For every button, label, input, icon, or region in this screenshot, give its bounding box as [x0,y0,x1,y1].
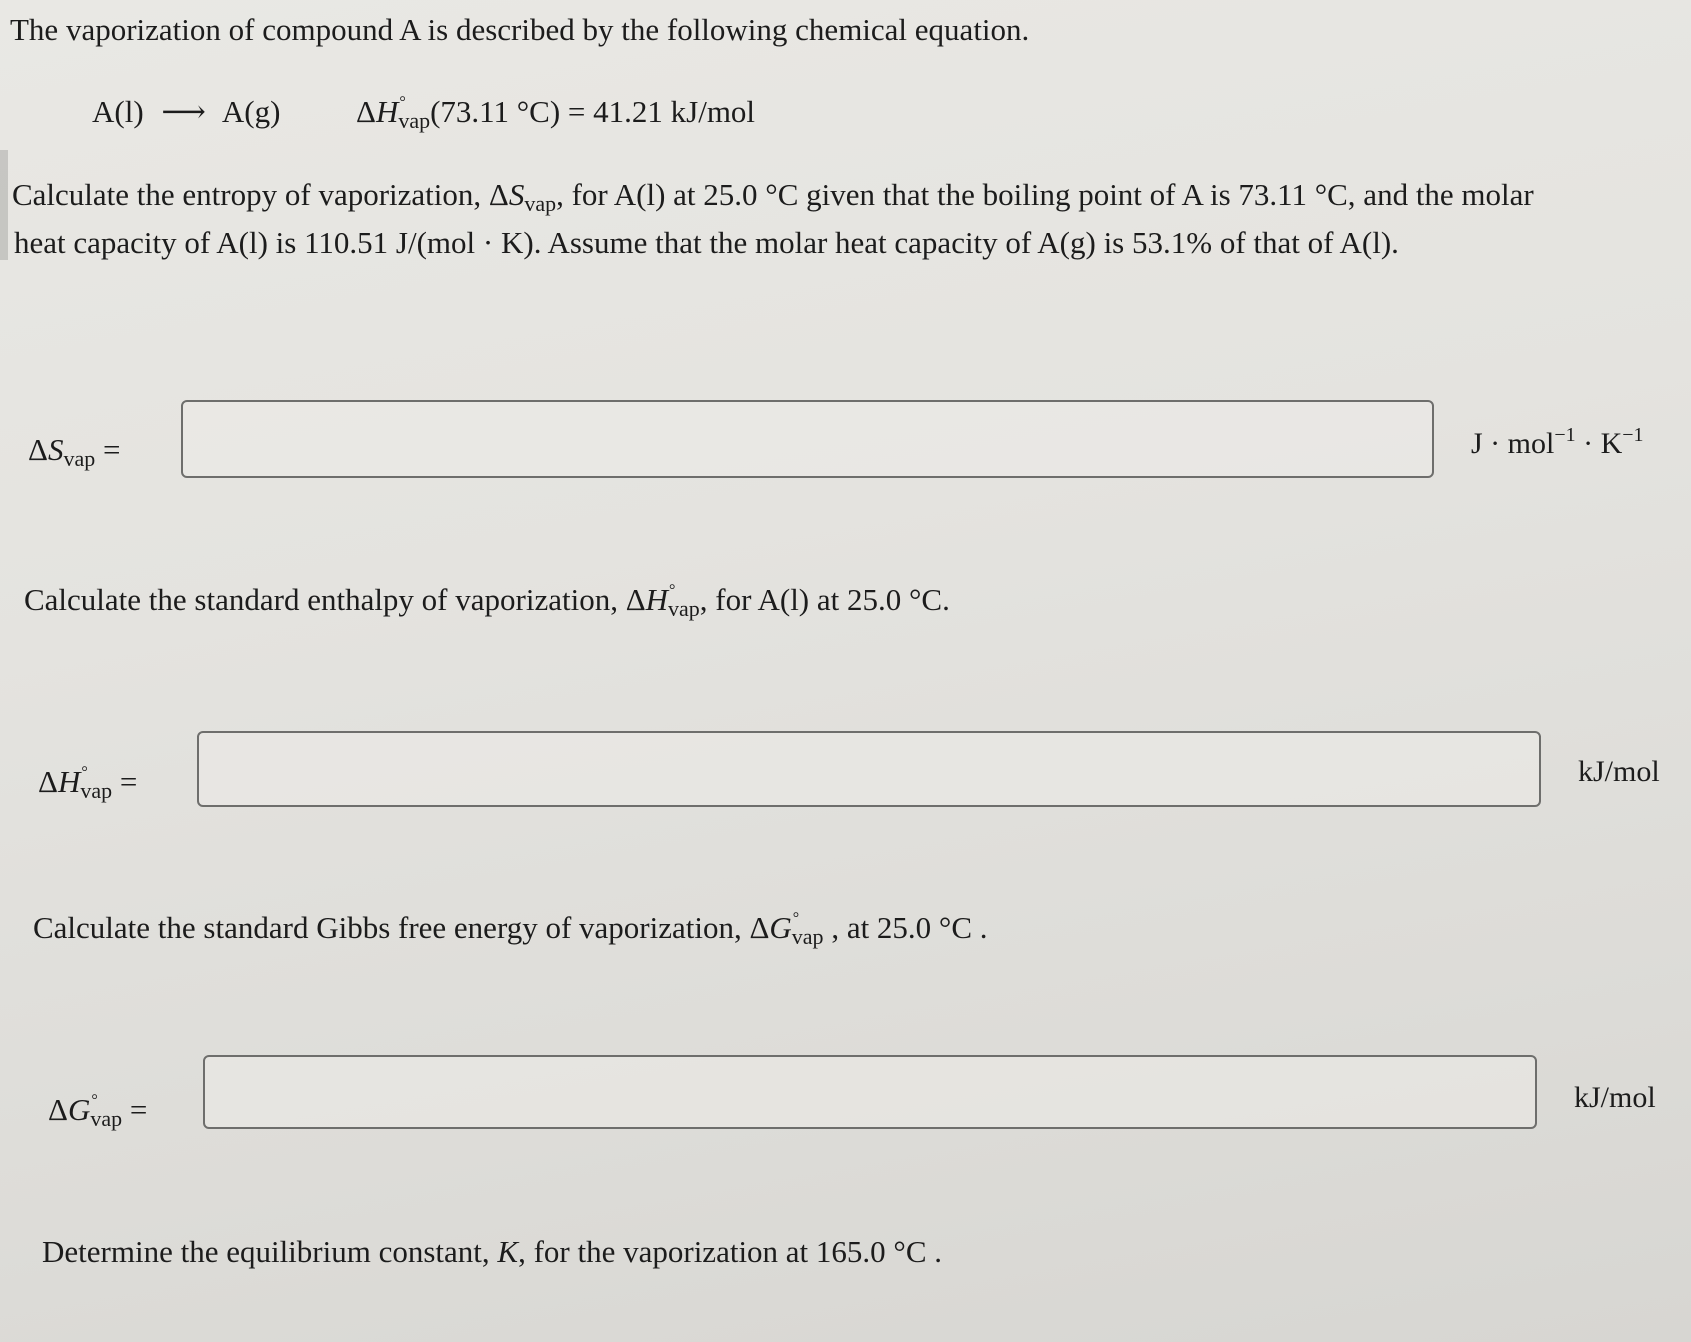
gibbs-unit: kJ/mol [1574,1081,1656,1114]
vap-subscript-text: vap [398,108,431,133]
delta-symbol: Δ [48,1092,68,1127]
gibbs-prompt-start: Calculate the standard Gibbs free energy of vaporization, Δ [33,910,770,945]
delta-symbol: Δ [28,432,48,467]
enthalpy-answer-box[interactable] [197,731,1541,807]
equals-sign: = [95,432,121,467]
equals-sign: = [122,1092,148,1127]
entropy-label [28,430,120,470]
equilibrium-prompt [42,1232,942,1272]
enthalpy-symbol: H [57,764,81,799]
reaction-arrow: ⟶ [161,94,206,129]
entropy-input[interactable] [183,402,1432,476]
gibbs-symbol: G [769,910,792,945]
unit-exponent-2: −1 [1622,424,1644,446]
entropy-unit-a: J · mol [1471,427,1555,460]
delta-symbol: Δ [38,764,58,799]
problem-line-2: heat capacity of A(l) is 110.51 J/(mol · K). Assume that the molar heat capacity of A(g) is 53.1% of that of A(l). [14,225,1399,260]
entropy-symbol: S [508,177,525,212]
enthalpy-unit: kJ/mol [1578,755,1660,788]
gibbs-symbol: G [67,1092,91,1127]
intro-sentence: The vaporization of compound A is described by the following chemical equation. [10,12,1030,47]
vap-subscript-text: vap [90,1106,123,1131]
enthalpy-value: (73.11 °C) = 41.21 kJ/mol [430,94,756,129]
entropy-unit-b: · K [1575,427,1623,460]
entropy-unit [1471,424,1644,464]
enthalpy-given: ΔH ° vap(73.11 °C) = 41.21 kJ/mol [356,94,756,133]
problem-line-1-start: Calculate the entropy of vaporization, Δ [12,177,509,212]
enthalpy-input[interactable] [199,733,1539,805]
delta-symbol: Δ [356,94,376,129]
entropy-symbol: S [47,432,64,467]
vap-subscript: vap [524,191,557,216]
equilibrium-constant-symbol: K [497,1234,519,1269]
equilibrium-prompt-end: , for the vaporization at 165.0 °C . [518,1234,942,1269]
enthalpy-prompt: Calculate the standard enthalpy of vaporization, ΔH ° vap, for A(l) at 25.0 °C. [24,582,950,621]
vap-subscript-text: vap [80,778,113,803]
gibbs-answer-box[interactable] [203,1055,1537,1129]
vap-subscript-text: vap [668,596,700,621]
enthalpy-prompt-end: , for A(l) at 25.0 °C. [699,582,950,617]
gibbs-label: ΔG ° vap = [48,1092,148,1131]
enthalpy-label: ΔH ° vap = [38,764,138,803]
entropy-answer-box[interactable] [181,400,1434,478]
reactant: A(l) [92,94,144,129]
problem-line-1 [12,175,1534,215]
unit-exponent-1: −1 [1554,424,1576,446]
product: A(g) [221,94,281,129]
vap-subscript-text: vap [791,924,824,949]
chemical-equation [92,92,280,132]
enthalpy-prompt-start: Calculate the standard enthalpy of vaporization, Δ [24,582,646,617]
equals-sign: = [112,764,138,799]
problem-line-1-end: , for A(l) at 25.0 °C given that the boiling point of A is 73.11 °C, and the molar [556,177,1534,212]
equilibrium-prompt-start: Determine the equilibrium constant, [42,1234,498,1269]
left-edge-strip [0,150,8,260]
enthalpy-symbol: H [645,582,669,617]
gibbs-prompt: Calculate the standard Gibbs free energy of vaporization, ΔG ° vap , at 25.0 °C . [33,910,988,949]
vap-subscript: vap [63,446,96,471]
gibbs-prompt-end: , at 25.0 °C . [823,910,988,945]
enthalpy-symbol: H [375,94,399,129]
gibbs-input[interactable] [205,1057,1535,1127]
